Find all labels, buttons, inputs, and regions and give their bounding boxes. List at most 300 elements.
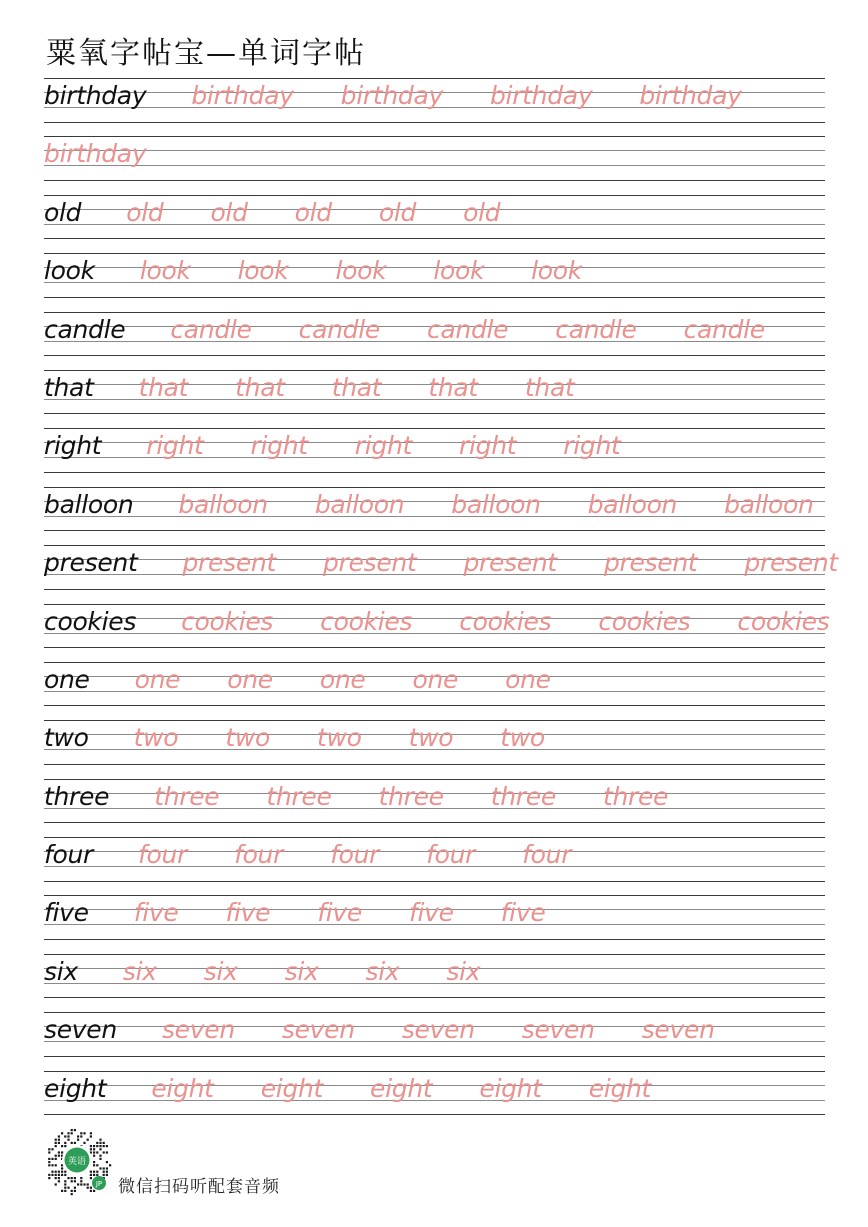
trace-word: one [505, 664, 551, 694]
trace-word: seven [641, 1015, 715, 1045]
main-word: six [44, 956, 78, 986]
ruled-line [44, 1071, 825, 1072]
qr-module [64, 1171, 66, 1173]
trace-word: that [138, 372, 189, 402]
trace-word: six [446, 956, 481, 986]
qr-module [93, 1148, 95, 1150]
ruled-line [44, 604, 825, 605]
trace-word: six [122, 956, 157, 986]
qr-module [71, 1129, 73, 1131]
ruled-line [44, 662, 825, 663]
trace-word: eight [479, 1073, 542, 1103]
practice-row [44, 662, 825, 720]
ruled-line [44, 997, 825, 998]
qr-module [99, 1148, 101, 1150]
ruled-line [44, 370, 825, 371]
ruled-line [44, 253, 825, 254]
footer-caption: 微信扫码听配套音频 [118, 1177, 280, 1197]
trace-word: cookies [320, 606, 413, 636]
ruled-line [44, 837, 825, 838]
qr-module [109, 1164, 111, 1166]
main-word: eight [44, 1073, 107, 1103]
trace-word: four [522, 840, 572, 870]
trace-word: two [408, 723, 454, 753]
trace-word: five [133, 898, 179, 928]
trace-word: right [459, 431, 517, 461]
trace-word: eight [260, 1073, 324, 1103]
qr-module [67, 1132, 69, 1134]
qr-module [48, 1174, 50, 1176]
trace-word: cookies [181, 606, 274, 636]
qr-module [48, 1161, 50, 1163]
ruled-line [44, 78, 825, 79]
trace-word: two [316, 723, 362, 753]
trace-word: four [138, 840, 188, 870]
qr-module [48, 1158, 50, 1160]
qr-module [64, 1142, 66, 1144]
qr-module [99, 1167, 101, 1169]
qr-module [67, 1135, 69, 1137]
ruled-line [44, 939, 825, 940]
qr-module [55, 1174, 57, 1176]
qr-module [87, 1183, 89, 1185]
qr-module [83, 1142, 85, 1144]
qr-module [106, 1145, 108, 1147]
qr-module [87, 1187, 89, 1189]
trace-word: that [524, 372, 575, 402]
qr-module [51, 1158, 53, 1160]
ruled-line [44, 355, 825, 356]
ruled-line [44, 413, 825, 414]
word-line [44, 957, 480, 987]
qr-module [90, 1171, 92, 1173]
practice-row [44, 954, 825, 1012]
qr-module [67, 1139, 69, 1141]
trace-word: that [235, 372, 285, 402]
qr-module [48, 1177, 50, 1179]
main-word: one [44, 664, 90, 694]
word-line [44, 490, 814, 520]
ruled-line [44, 180, 825, 181]
practice-row [44, 1012, 825, 1070]
trace-word: birthday [191, 81, 294, 110]
word-line [44, 898, 545, 928]
trace-word: present [182, 548, 276, 578]
qr-module [48, 1148, 50, 1150]
qr-module [58, 1135, 60, 1137]
word-line [44, 81, 742, 111]
qr-module [74, 1129, 76, 1131]
trace-word: balloon [314, 489, 405, 519]
qr-module [80, 1135, 82, 1137]
qr-module [93, 1151, 95, 1153]
ruled-line [44, 779, 825, 780]
qr-module [96, 1174, 98, 1176]
qr-module [74, 1180, 76, 1182]
ruled-line [44, 150, 825, 151]
ruled-line [44, 705, 825, 706]
trace-word: old [294, 197, 332, 227]
qr-module [55, 1183, 57, 1185]
practice-row [44, 195, 825, 253]
qr-module [93, 1190, 95, 1192]
qr-module [58, 1177, 60, 1179]
trace-word: candle [555, 314, 637, 344]
word-line [44, 607, 829, 637]
trace-word: that [331, 372, 382, 402]
main-word: candle [44, 314, 126, 344]
qr-module [61, 1190, 63, 1192]
qr-module [71, 1190, 73, 1192]
trace-word: six [365, 956, 400, 986]
qr-module [61, 1174, 63, 1176]
word-line [44, 723, 545, 753]
qr-module [48, 1164, 50, 1166]
trace-word: balloon [178, 489, 268, 519]
qr-module [90, 1148, 92, 1150]
qr-module [61, 1151, 63, 1153]
trace-word: old [210, 197, 248, 227]
main-word: five [44, 898, 89, 928]
trace-word: four [234, 840, 284, 870]
ruled-line [44, 647, 825, 648]
word-line [44, 782, 668, 812]
qr-module [74, 1142, 76, 1144]
trace-word: six [284, 956, 319, 986]
qr-module [55, 1171, 57, 1173]
practice-row [44, 895, 825, 953]
qr-module [74, 1190, 76, 1192]
qr-module [96, 1142, 98, 1144]
main-word: present [44, 548, 138, 578]
practice-row [44, 779, 825, 837]
qr-module [80, 1177, 82, 1179]
qr-module [106, 1167, 108, 1169]
practice-row [44, 837, 825, 895]
qr-module [77, 1139, 79, 1141]
qr-module [55, 1142, 57, 1144]
trace-word: candle [170, 314, 252, 344]
trace-word: right [250, 431, 308, 461]
qr-module [51, 1174, 53, 1176]
ruled-line [44, 122, 825, 123]
trace-word: old [126, 197, 164, 227]
trace-word: birthday [44, 139, 147, 169]
qr-module [87, 1139, 89, 1141]
qr-module [58, 1180, 60, 1182]
ruled-line [44, 238, 825, 239]
trace-word: three [602, 781, 669, 811]
practice-row [44, 370, 825, 428]
trace-word: candle [683, 314, 765, 344]
trace-word: seven [521, 1015, 595, 1045]
qr-module [80, 1180, 82, 1182]
qr-module [74, 1177, 76, 1179]
qr-module [58, 1151, 60, 1153]
trace-word: look [237, 256, 289, 286]
trace-word: present [603, 548, 698, 578]
trace-word: cookies [459, 606, 552, 636]
qr-module [67, 1177, 69, 1179]
qr-module [55, 1139, 57, 1141]
ruled-line [44, 822, 825, 823]
trace-word: one [412, 664, 459, 694]
trace-word: two [133, 723, 179, 753]
qr-module [58, 1171, 60, 1173]
trace-word: eight [151, 1073, 214, 1103]
trace-word: balloon [587, 489, 678, 519]
trace-word: five [408, 898, 454, 928]
trace-word: five [317, 898, 362, 928]
trace-word: three [266, 781, 332, 811]
trace-word: right [563, 431, 621, 461]
ruled-line [44, 954, 825, 955]
ruled-line [44, 136, 825, 137]
ruled-line [44, 428, 825, 429]
qr-module [93, 1161, 95, 1163]
qr-module [90, 1145, 92, 1147]
qr-module [93, 1171, 95, 1173]
qr-module [74, 1187, 76, 1189]
qr-module [61, 1132, 63, 1134]
main-word: right [44, 431, 102, 461]
word-line [44, 256, 582, 286]
qr-module [77, 1183, 79, 1185]
trace-word: old [378, 197, 417, 227]
qr-module [61, 1145, 63, 1147]
main-word: birthday [44, 81, 147, 110]
qr-module [99, 1158, 101, 1160]
trace-word: seven [281, 1015, 355, 1045]
qr-module [80, 1132, 82, 1134]
ruled-line [44, 312, 825, 313]
ruled-line [44, 487, 825, 488]
trace-word: candle [426, 314, 509, 344]
trace-word: present [744, 548, 838, 578]
trace-word: seven [161, 1015, 235, 1045]
main-word: look [44, 256, 95, 286]
qr-module [99, 1155, 101, 1157]
practice-row [44, 78, 825, 136]
footer [42, 1126, 342, 1198]
trace-word: three [490, 781, 556, 811]
practice-row [44, 1071, 825, 1129]
trace-word: eight [370, 1073, 433, 1103]
qr-badge-text: 英语 [67, 1157, 87, 1167]
trace-word: one [134, 664, 181, 694]
qr-module [90, 1132, 92, 1134]
qr-module [51, 1148, 53, 1150]
qr-module [71, 1132, 73, 1134]
trace-word: that [428, 372, 478, 402]
word-line [44, 431, 621, 461]
qr-module [61, 1167, 63, 1169]
qr-module [71, 1177, 73, 1179]
qr-module [106, 1174, 108, 1176]
page-title: 粟氧字帖宝—单词字帖 [46, 36, 366, 71]
qr-module [90, 1190, 92, 1192]
qr-module [93, 1174, 95, 1176]
qr-module [90, 1187, 92, 1189]
trace-word: birthday [639, 81, 742, 110]
qr-module [64, 1180, 66, 1182]
word-line [44, 840, 571, 870]
qr-corner-badge: JP [95, 1180, 103, 1188]
qr-module [103, 1151, 105, 1153]
qr-module [96, 1145, 98, 1147]
qr-module [67, 1187, 69, 1189]
qr-module [90, 1174, 92, 1176]
main-word: balloon [44, 489, 134, 519]
qr-module [51, 1171, 53, 1173]
qr-module [99, 1145, 101, 1147]
word-line [44, 548, 838, 578]
qr-module [93, 1155, 95, 1157]
trace-word: one [319, 664, 366, 694]
qr-module [55, 1155, 57, 1157]
trace-word: three [378, 781, 444, 811]
ruled-line [44, 1056, 825, 1057]
qr-module [106, 1161, 108, 1163]
qr-module [93, 1145, 95, 1147]
trace-word: three [154, 781, 220, 811]
trace-word: look [433, 256, 485, 286]
main-word: that [44, 372, 94, 402]
trace-word: old [463, 197, 501, 227]
ruled-line [44, 720, 825, 721]
qr-module [58, 1142, 60, 1144]
qr-module [64, 1145, 66, 1147]
word-line [44, 1015, 715, 1045]
qr-module [64, 1187, 66, 1189]
trace-word: right [354, 431, 412, 461]
qr-module [106, 1151, 108, 1153]
trace-word: four [330, 840, 380, 870]
qr-module [96, 1151, 98, 1153]
qr-module [64, 1183, 66, 1185]
trace-word: look [139, 256, 191, 286]
qr-module [71, 1193, 73, 1195]
practice-rows [44, 78, 838, 1129]
trace-word: eight [588, 1073, 652, 1103]
qr-module [51, 1164, 53, 1166]
qr-module [55, 1145, 57, 1147]
qr-module [96, 1171, 98, 1173]
word-line [44, 373, 574, 403]
qr-module [83, 1183, 85, 1185]
practice-row [44, 428, 825, 486]
ruled-line [44, 1012, 825, 1013]
qr-module [103, 1174, 105, 1176]
trace-word: candle [298, 314, 380, 344]
trace-word: right [146, 431, 204, 461]
trace-word: present [463, 548, 557, 578]
qr-module [80, 1183, 82, 1185]
qr-module [58, 1155, 60, 1157]
trace-word: balloon [451, 489, 541, 519]
ruled-line [44, 1114, 825, 1115]
practice-row [44, 253, 825, 311]
main-word: two [44, 723, 89, 753]
ruled-line [44, 881, 825, 882]
qr-module [71, 1180, 73, 1182]
practice-row [44, 312, 825, 370]
qr-module [58, 1139, 60, 1141]
ruled-line [44, 589, 825, 590]
qr-module [48, 1151, 50, 1153]
qr-module [90, 1135, 92, 1137]
trace-word: look [335, 256, 387, 286]
ruled-line [44, 472, 825, 473]
main-word: three [44, 781, 110, 811]
trace-word: present [322, 548, 417, 578]
trace-word: five [500, 898, 546, 928]
qr-module [55, 1177, 57, 1179]
qr-module [103, 1171, 105, 1173]
main-word: cookies [44, 606, 137, 636]
trace-word: five [225, 898, 271, 928]
trace-word: look [531, 256, 582, 286]
qr-module [64, 1174, 66, 1176]
practice-row [44, 136, 825, 194]
main-word: old [44, 197, 82, 227]
qr-module [99, 1139, 101, 1141]
qr-module [96, 1164, 98, 1166]
qr-module [55, 1164, 57, 1166]
trace-word: six [203, 956, 238, 986]
word-line [44, 1074, 651, 1104]
trace-word: one [227, 664, 273, 694]
qr-module [64, 1135, 66, 1137]
main-word: four [44, 840, 94, 870]
practice-row [44, 487, 825, 545]
qr-module [71, 1142, 73, 1144]
ruled-line [44, 895, 825, 896]
ruled-line [44, 297, 825, 298]
word-line [44, 315, 765, 345]
trace-word: birthday [340, 81, 443, 110]
practice-row [44, 720, 825, 778]
word-line [44, 665, 551, 695]
qr-module [103, 1142, 105, 1144]
qr-module [58, 1174, 60, 1176]
trace-word: cookies [598, 606, 691, 636]
qr-module [106, 1171, 108, 1173]
qr-module [61, 1171, 63, 1173]
qr-module [77, 1135, 79, 1137]
qr-module [83, 1132, 85, 1134]
ruled-line [44, 530, 825, 531]
trace-word: four [426, 840, 476, 870]
practice-row [44, 545, 838, 603]
qr-module [103, 1145, 105, 1147]
trace-word: two [225, 723, 270, 753]
practice-row [44, 604, 830, 662]
ruled-line [44, 165, 825, 166]
qr-code-icon[interactable] [42, 1126, 112, 1196]
qr-module [55, 1158, 57, 1160]
trace-word: cookies [737, 606, 830, 636]
trace-word: balloon [724, 489, 814, 519]
trace-word: two [500, 723, 545, 753]
ruled-line [44, 764, 825, 765]
qr-module [99, 1142, 101, 1144]
ruled-line [44, 545, 825, 546]
main-word: seven [44, 1015, 117, 1045]
qr-module [93, 1164, 95, 1166]
qr-module [90, 1177, 92, 1179]
trace-word: seven [401, 1015, 475, 1045]
